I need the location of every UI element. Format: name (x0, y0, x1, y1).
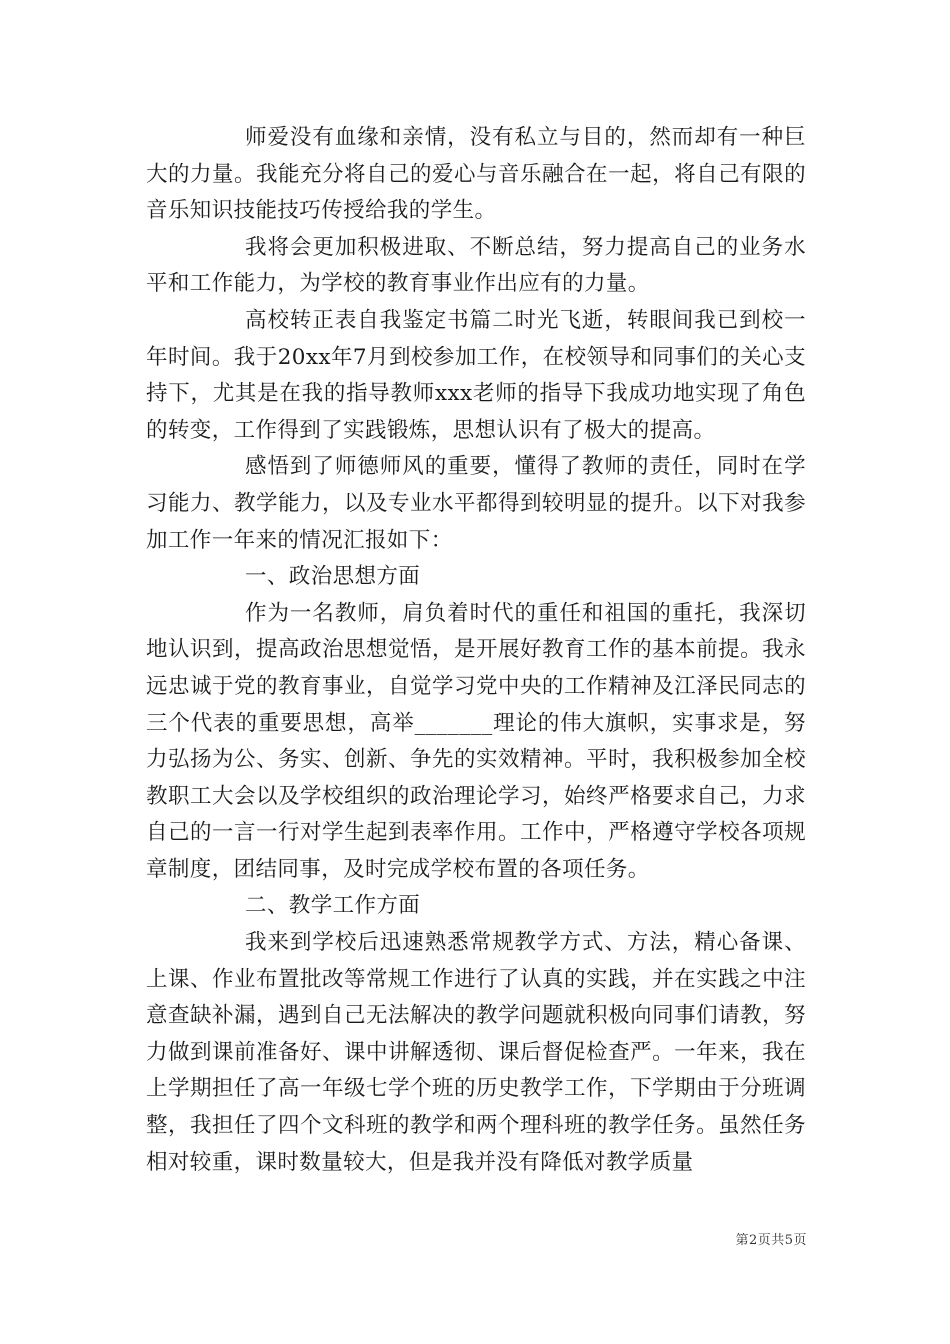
paragraph: 我来到学校后迅速熟悉常规教学方式、方法，精心备课、上课、作业布置批改等常规工作进行了认真的实践，并在实践之中注意查缺补漏，遇到自己无法解决的教学问题就积极向同事们请教，努力做到课前准备好、课中讲解透彻、课后督促检查严。一年来，我在上学期担任了高一年级七学个班的历史教学工作，下学期由于分班调整，我担任了四个文科班的教学和两个理科班的教学任务。虽然任务相对较重，课时数量较大，但是我并没有降低对教学质量 (146, 930, 806, 1175)
paragraph: 高校转正表自我鉴定书篇二时光飞逝，转眼间我已到校一年时间。我于20xx年7月到校参加工作，在校领导和同事们的关心支持下，尤其是在我的指导教师xxx老师的指导下我成功地实现了角色的转变，工作得到了实践锻炼，思想认识有了极大的提高。 (146, 307, 806, 443)
paragraph: 感悟到了师德师风的重要，懂得了教师的责任，同时在学习能力、教学能力，以及专业水平都得到较明显的提升。以下对我参加工作一年来的情况汇报如下： (146, 454, 806, 553)
section-heading: 二、教学工作方面 (245, 893, 421, 919)
paragraph: 师爱没有血缘和亲情，没有私立与目的，然而却有一种巨大的力量。我能充分将自己的爱心与音乐融合在一起，将自己有限的音乐知识技能技巧传授给我的学生。 (146, 125, 806, 224)
document-body (146, 120, 806, 1181)
paragraph: 作为一名教师，肩负着时代的重任和祖国的重托，我深切地认识到，提高政治思想觉悟，是开展好教育工作的基本前提。我永远忠诚于党的教育事业，自觉学习党中央的工作精神及江泽民同志的三个代表的重要思想，高举_______理论的伟大旗帜，实事求是，努力弘扬为公、务实、创新、争先的实效精神。平时，我积极参加全校教职工大会以及学校组织的政治理论学习，始终严格要求自己，力求自己的一言一行对学生起到表率作用。工作中，严格遵守学校各项规章制度，团结同事，及时完成学校布置的各项任务。 (146, 600, 806, 882)
page-number-footer: 第2页共5页 (735, 1233, 807, 1248)
paragraph: 我将会更加积极进取、不断总结，努力提高自己的业务水平和工作能力，为学校的教育事业作出应有的力量。 (146, 234, 806, 297)
section-heading: 一、政治思想方面 (245, 564, 421, 590)
